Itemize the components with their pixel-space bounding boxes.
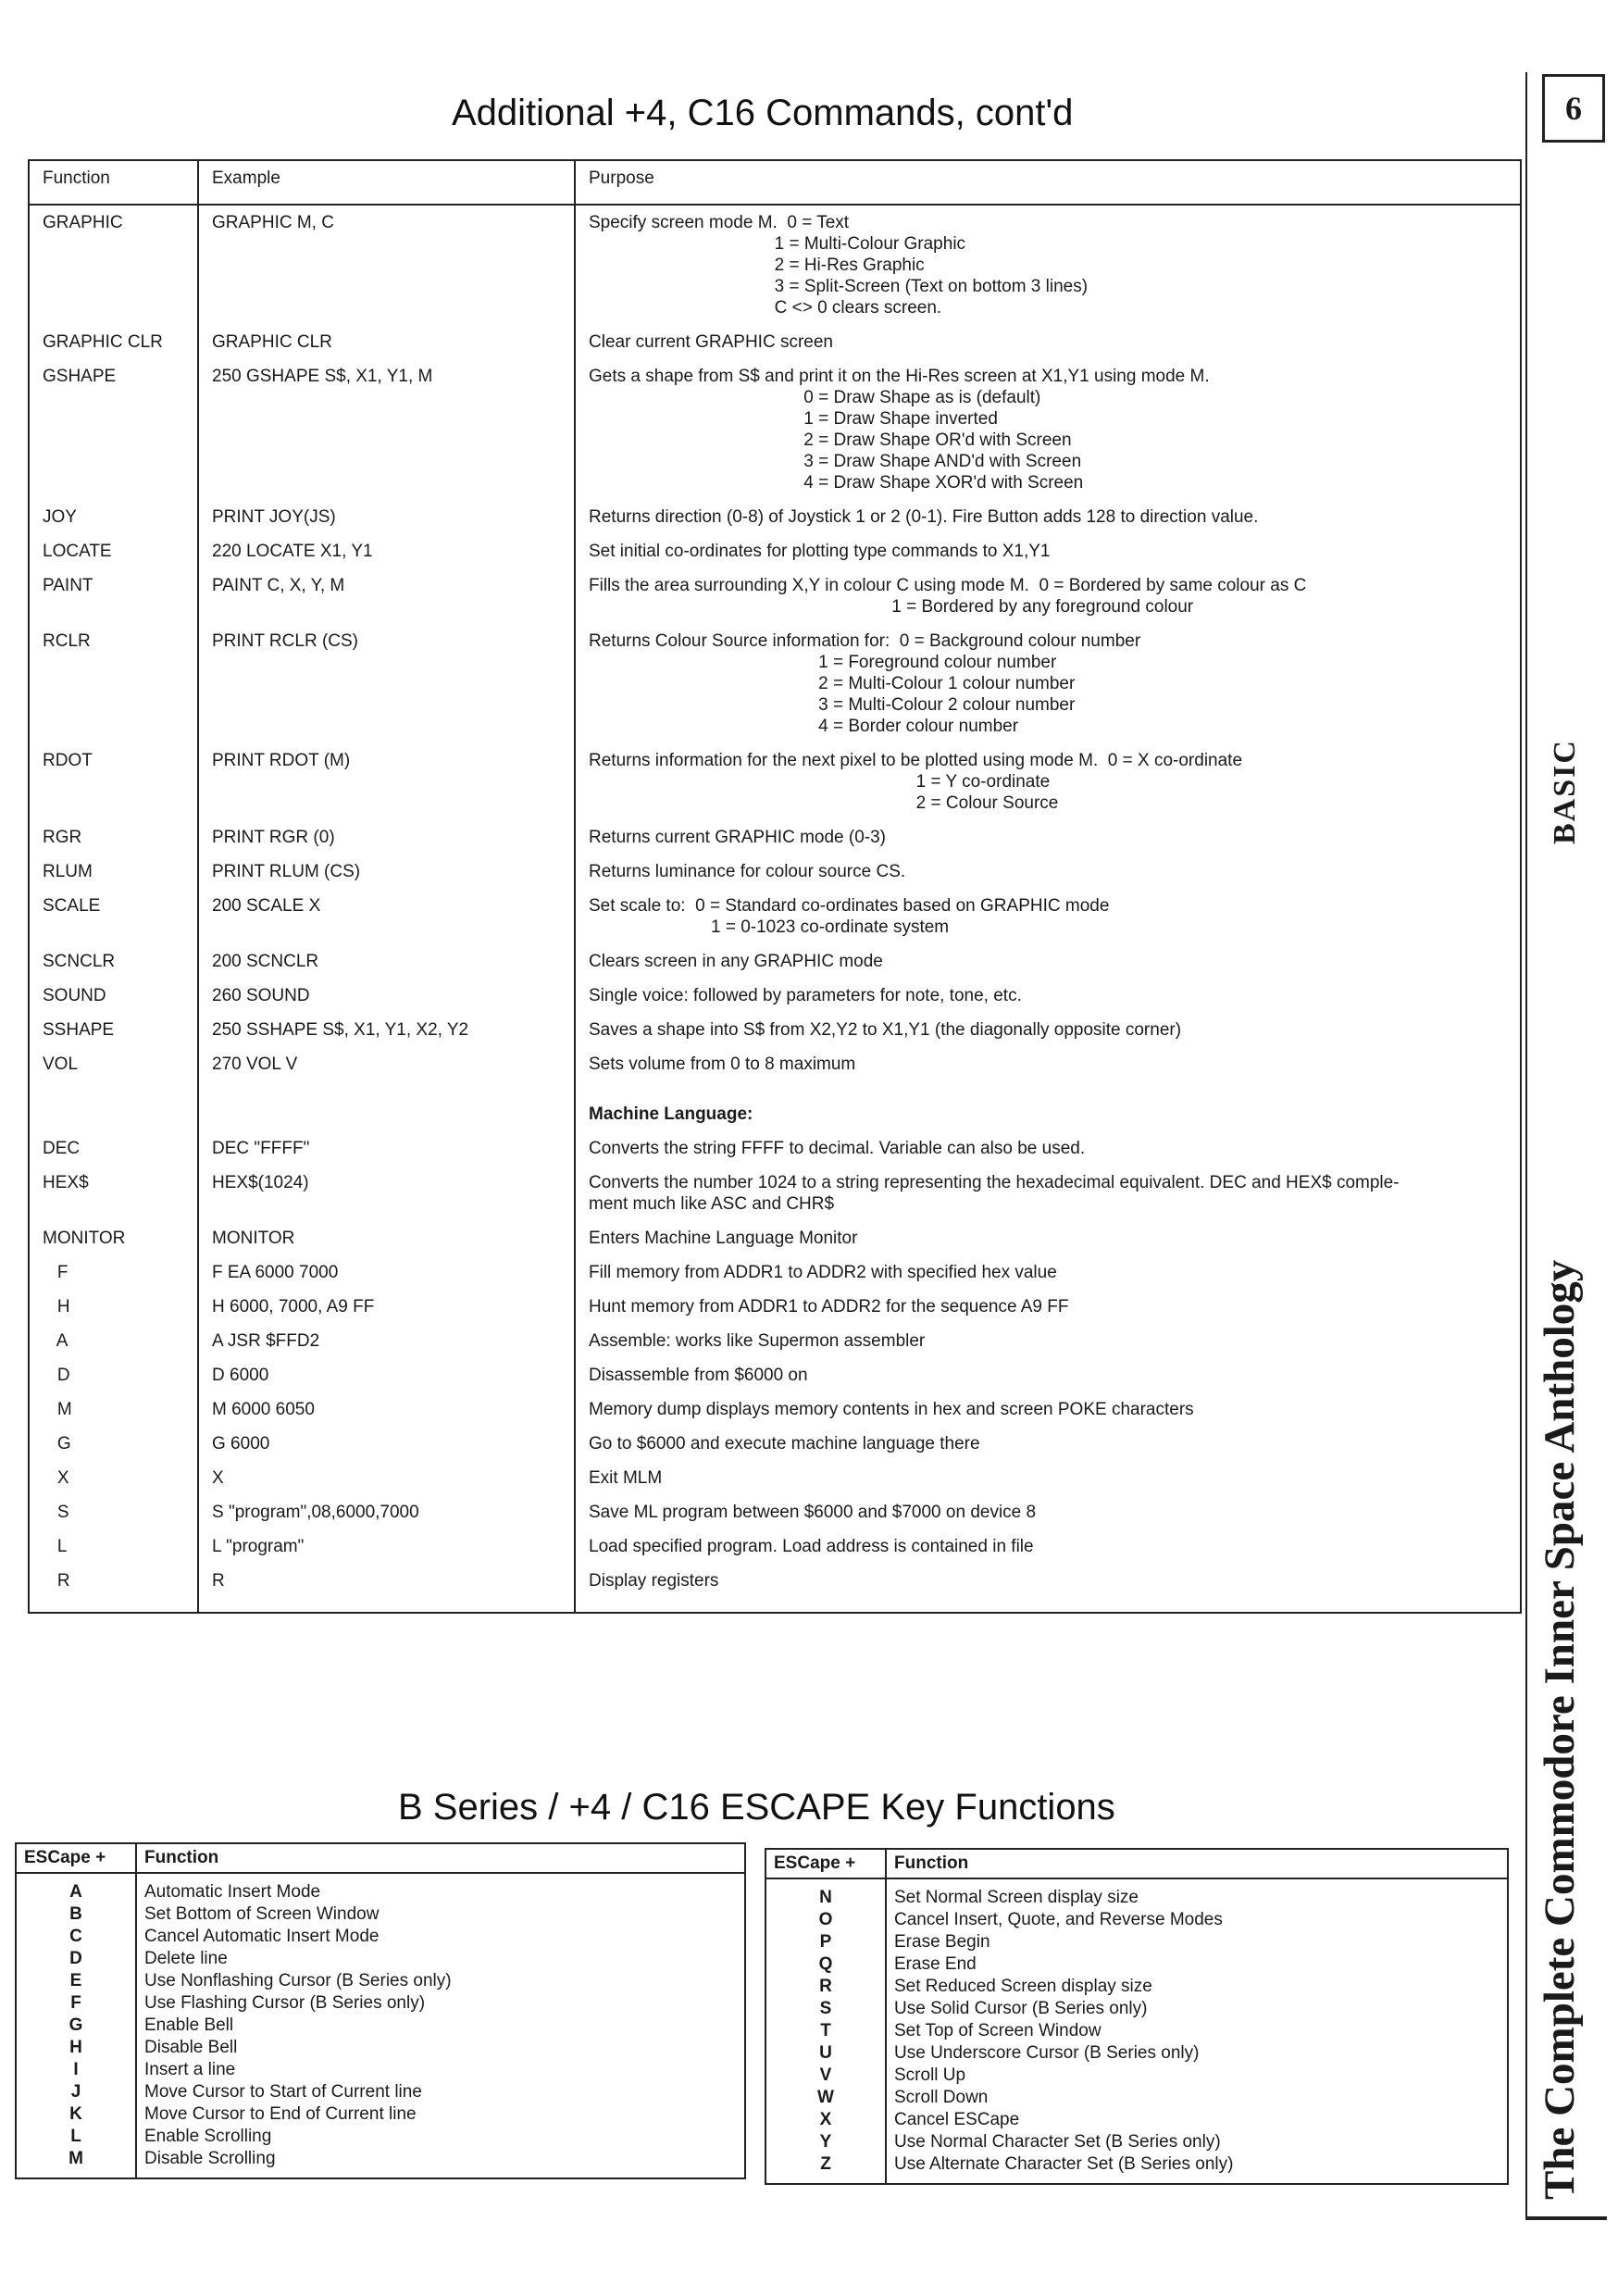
escape-key: I (16, 2059, 136, 2081)
escape-right-header-function: Function (886, 1849, 1508, 1878)
purpose-cell: Display registers (575, 1564, 1521, 1613)
function-cell: R (29, 1564, 198, 1613)
table-row (765, 2131, 1508, 2153)
purpose-cell: Set initial co-ordinates for plotting type commands to X1,Y1 (575, 534, 1521, 568)
table-row (29, 855, 1521, 889)
table-row (765, 2042, 1508, 2065)
command-table-header (29, 160, 1521, 205)
function-cell: GRAPHIC (29, 205, 198, 325)
command-table-body (29, 205, 1521, 1613)
escape-key: M (16, 2148, 136, 2178)
function-cell: GRAPHIC CLR (29, 325, 198, 359)
escape-key: S (765, 1998, 886, 2020)
table-row (29, 1081, 1521, 1131)
function-cell: H (29, 1290, 198, 1324)
table-row (765, 2087, 1508, 2109)
purpose-cell: Returns Colour Source information for: 0 = Background colour number 1 = Foreground colour number 2 = Multi-Colour 1 colour number 3 = Multi-Colour 2 colour number 4 = Border colour number (575, 624, 1521, 743)
purpose-cell: Assemble: works like Supermon assembler (575, 1324, 1521, 1358)
escape-function: Use Alternate Character Set (B Series only) (886, 2153, 1508, 2184)
table-row (29, 1255, 1521, 1290)
example-cell: S "program",08,6000,7000 (198, 1495, 575, 1529)
example-cell: X (198, 1461, 575, 1495)
table-row (29, 979, 1521, 1013)
function-cell: PAINT (29, 568, 198, 624)
purpose-cell: Clears screen in any GRAPHIC mode (575, 944, 1521, 979)
example-cell: PRINT RCLR (CS) (198, 624, 575, 743)
example-cell: L "program" (198, 1529, 575, 1564)
page-title: Additional +4, C16 Commands, cont'd (452, 93, 1074, 133)
table-row (29, 325, 1521, 359)
function-cell: D (29, 1358, 198, 1392)
purpose-cell: Save ML program between $6000 and $7000 on device 8 (575, 1495, 1521, 1529)
function-cell: DEC (29, 1131, 198, 1166)
purpose-cell: Go to $6000 and execute machine language there (575, 1427, 1521, 1461)
purpose-cell: Exit MLM (575, 1461, 1521, 1495)
table-row (16, 2103, 745, 2126)
escape-key: R (765, 1976, 886, 1998)
function-cell: LOCATE (29, 534, 198, 568)
escape-key: Y (765, 2131, 886, 2153)
escape-function: Set Normal Screen display size (886, 1878, 1508, 1909)
escape-key: F (16, 1992, 136, 2015)
purpose-cell: Disassemble from $6000 on (575, 1358, 1521, 1392)
escape-function: Automatic Insert Mode (136, 1873, 745, 1903)
section-heading: Machine Language: (575, 1081, 1521, 1131)
escape-key: U (765, 2042, 886, 2065)
table-row (29, 1047, 1521, 1081)
escape-function: Use Nonflashing Cursor (B Series only) (136, 1970, 745, 1992)
table-row (29, 624, 1521, 743)
escape-key: P (765, 1931, 886, 1953)
chapter-number: 6 (1542, 74, 1605, 143)
purpose-cell: Gets a shape from S$ and print it on the Hi-Res screen at X1,Y1 using mode M. 0 = Draw Shape as is (default) 1 = Draw Shape inverted 2 = Draw Shape OR'd with Screen 3 = Draw Shape AND'd with Screen 4 = Draw Shape XOR'd with Screen (575, 359, 1521, 500)
escape-function: Scroll Down (886, 2087, 1508, 2109)
escape-key: V (765, 2065, 886, 2087)
escape-function: Use Normal Character Set (B Series only) (886, 2131, 1508, 2153)
example-cell: G 6000 (198, 1427, 575, 1461)
escape-function: Move Cursor to End of Current line (136, 2103, 745, 2126)
purpose-cell: Single voice: followed by parameters for note, tone, etc. (575, 979, 1521, 1013)
function-cell: RLUM (29, 855, 198, 889)
function-cell: HEX$ (29, 1166, 198, 1221)
example-cell: PRINT RGR (0) (198, 820, 575, 855)
purpose-cell: Set scale to: 0 = Standard co-ordinates based on GRAPHIC mode 1 = 0-1023 co-ordinate system (575, 889, 1521, 944)
command-table (28, 159, 1522, 1614)
escape-table-right (765, 1848, 1509, 2185)
example-cell: H 6000, 7000, A9 FF (198, 1290, 575, 1324)
escape-function: Cancel ESCape (886, 2109, 1508, 2131)
table-row (765, 2153, 1508, 2184)
escape-table-left (15, 1842, 746, 2179)
example-cell: 200 SCNCLR (198, 944, 575, 979)
escape-function: Use Flashing Cursor (B Series only) (136, 1992, 745, 2015)
purpose-cell: Fill memory from ADDR1 to ADDR2 with specified hex value (575, 1255, 1521, 1290)
book-title: The Complete Commodore Inner Space Anthology (1536, 1259, 1584, 2200)
table-row (16, 2059, 745, 2081)
escape-function: Delete line (136, 1948, 745, 1970)
function-cell: L (29, 1529, 198, 1564)
example-cell: PRINT RDOT (M) (198, 743, 575, 820)
escape-right-body (765, 1878, 1508, 2184)
escape-key: H (16, 2037, 136, 2059)
escape-key: E (16, 1970, 136, 1992)
escape-function: Enable Bell (136, 2015, 745, 2037)
escape-key: L (16, 2126, 136, 2148)
table-row (29, 534, 1521, 568)
example-cell: PRINT RLUM (CS) (198, 855, 575, 889)
table-row (29, 1564, 1521, 1613)
table-row (765, 1953, 1508, 1976)
escape-left-header-key: ESCape + (16, 1843, 136, 1873)
purpose-cell: Returns luminance for colour source CS. (575, 855, 1521, 889)
table-row (29, 1495, 1521, 1529)
table-row (16, 2081, 745, 2103)
escape-function: Cancel Insert, Quote, and Reverse Modes (886, 1909, 1508, 1931)
table-row (16, 1903, 745, 1926)
escape-key: A (16, 1873, 136, 1903)
example-cell: M 6000 6050 (198, 1392, 575, 1427)
table-row (29, 1392, 1521, 1427)
escape-function: Erase Begin (886, 1931, 1508, 1953)
escape-key: N (765, 1878, 886, 1909)
table-row (29, 1290, 1521, 1324)
example-cell: 220 LOCATE X1, Y1 (198, 534, 575, 568)
function-cell: RCLR (29, 624, 198, 743)
section-label: BASIC (1548, 739, 1582, 844)
example-cell: DEC "FFFF" (198, 1131, 575, 1166)
table-row (16, 1948, 745, 1970)
escape-function: Set Bottom of Screen Window (136, 1903, 745, 1926)
escape-key: Q (765, 1953, 886, 1976)
purpose-cell: Returns current GRAPHIC mode (0-3) (575, 820, 1521, 855)
header-function: Function (29, 160, 198, 205)
example-cell: A JSR $FFD2 (198, 1324, 575, 1358)
table-row (16, 2015, 745, 2037)
table-row (29, 568, 1521, 624)
example-cell: 270 VOL V (198, 1047, 575, 1081)
purpose-cell: Load specified program. Load address is contained in file (575, 1529, 1521, 1564)
table-row (16, 2148, 745, 2178)
function-cell: GSHAPE (29, 359, 198, 500)
table-row (16, 1873, 745, 1903)
purpose-cell: Returns direction (0-8) of Joystick 1 or 2 (0-1). Fire Button adds 128 to direction value. (575, 500, 1521, 534)
escape-function: Insert a line (136, 2059, 745, 2081)
escape-title: B Series / +4 / C16 ESCAPE Key Functions (398, 1787, 1115, 1828)
escape-key: G (16, 2015, 136, 2037)
escape-function: Cancel Automatic Insert Mode (136, 1926, 745, 1948)
table-row (765, 2065, 1508, 2087)
function-cell: SSHAPE (29, 1013, 198, 1047)
escape-key: X (765, 2109, 886, 2131)
function-cell: A (29, 1324, 198, 1358)
escape-left-header (16, 1843, 745, 1873)
example-cell: GRAPHIC CLR (198, 325, 575, 359)
escape-key: B (16, 1903, 136, 1926)
escape-key: T (765, 2020, 886, 2042)
example-cell: GRAPHIC M, C (198, 205, 575, 325)
escape-left-body (16, 1873, 745, 2178)
function-cell: SCNCLR (29, 944, 198, 979)
table-row (765, 2109, 1508, 2131)
purpose-cell: Hunt memory from ADDR1 to ADDR2 for the sequence A9 FF (575, 1290, 1521, 1324)
example-cell: 250 SSHAPE S$, X1, Y1, X2, Y2 (198, 1013, 575, 1047)
purpose-cell: Converts the string FFFF to decimal. Variable can also be used. (575, 1131, 1521, 1166)
escape-function: Set Top of Screen Window (886, 2020, 1508, 2042)
table-row (29, 500, 1521, 534)
purpose-cell: Saves a shape into S$ from X2,Y2 to X1,Y1 (the diagonally opposite corner) (575, 1013, 1521, 1047)
table-row (29, 1324, 1521, 1358)
purpose-cell: Memory dump displays memory contents in hex and screen POKE characters (575, 1392, 1521, 1427)
escape-key: Z (765, 2153, 886, 2184)
escape-function: Scroll Up (886, 2065, 1508, 2087)
function-cell: RGR (29, 820, 198, 855)
table-row (16, 2037, 745, 2059)
function-cell (29, 1081, 198, 1131)
escape-key: K (16, 2103, 136, 2126)
example-cell: F EA 6000 7000 (198, 1255, 575, 1290)
table-row (29, 944, 1521, 979)
escape-function: Set Reduced Screen display size (886, 1976, 1508, 1998)
header-purpose: Purpose (575, 160, 1521, 205)
example-cell: MONITOR (198, 1221, 575, 1255)
escape-left-header-function: Function (136, 1843, 745, 1873)
escape-function: Enable Scrolling (136, 2126, 745, 2148)
table-row (29, 205, 1521, 325)
table-row (29, 1131, 1521, 1166)
table-row (765, 1909, 1508, 1931)
table-row (765, 1931, 1508, 1953)
function-cell: M (29, 1392, 198, 1427)
header-example: Example (198, 160, 575, 205)
purpose-cell: Fills the area surrounding X,Y in colour C using mode M. 0 = Bordered by same colour as C 1 = Bordered by any foreground colour (575, 568, 1521, 624)
purpose-cell: Enters Machine Language Monitor (575, 1221, 1521, 1255)
table-row (16, 2126, 745, 2148)
purpose-cell: Clear current GRAPHIC screen (575, 325, 1521, 359)
function-cell: MONITOR (29, 1221, 198, 1255)
function-cell: SCALE (29, 889, 198, 944)
function-cell: SOUND (29, 979, 198, 1013)
escape-function: Disable Scrolling (136, 2148, 745, 2178)
table-row (765, 1878, 1508, 1909)
table-row (16, 1926, 745, 1948)
table-row (16, 1970, 745, 1992)
table-row (29, 1358, 1521, 1392)
function-cell: G (29, 1427, 198, 1461)
purpose-cell: Converts the number 1024 to a string representing the hexadecimal equivalent. DEC and HEX$ comple- ment much like ASC and CHR$ (575, 1166, 1521, 1221)
purpose-cell: Returns information for the next pixel to be plotted using mode M. 0 = X co-ordinate 1 = Y co-ordinate 2 = Colour Source (575, 743, 1521, 820)
example-cell: PAINT C, X, Y, M (198, 568, 575, 624)
table-row (765, 1976, 1508, 1998)
function-cell: RDOT (29, 743, 198, 820)
example-cell (198, 1081, 575, 1131)
escape-function: Disable Bell (136, 2037, 745, 2059)
function-cell: X (29, 1461, 198, 1495)
table-row (29, 1461, 1521, 1495)
example-cell: 250 GSHAPE S$, X1, Y1, M (198, 359, 575, 500)
table-row (29, 1221, 1521, 1255)
escape-function: Move Cursor to Start of Current line (136, 2081, 745, 2103)
example-cell: 260 SOUND (198, 979, 575, 1013)
table-row (29, 1529, 1521, 1564)
table-row (29, 889, 1521, 944)
escape-function: Use Underscore Cursor (B Series only) (886, 2042, 1508, 2065)
example-cell: HEX$(1024) (198, 1166, 575, 1221)
table-row (29, 743, 1521, 820)
purpose-cell: Specify screen mode M. 0 = Text 1 = Multi-Colour Graphic 2 = Hi-Res Graphic 3 = Split-Screen (Text on bottom 3 lines) C <> 0 clears screen. (575, 205, 1521, 325)
table-row (765, 2020, 1508, 2042)
function-cell: VOL (29, 1047, 198, 1081)
function-cell: JOY (29, 500, 198, 534)
escape-key: J (16, 2081, 136, 2103)
escape-function: Use Solid Cursor (B Series only) (886, 1998, 1508, 2020)
example-cell: PRINT JOY(JS) (198, 500, 575, 534)
table-row (29, 1013, 1521, 1047)
example-cell: 200 SCALE X (198, 889, 575, 944)
table-row (765, 1998, 1508, 2020)
example-cell: D 6000 (198, 1358, 575, 1392)
side-bottom-rule (1525, 2216, 1607, 2220)
escape-function: Erase End (886, 1953, 1508, 1976)
escape-key: C (16, 1926, 136, 1948)
function-cell: F (29, 1255, 198, 1290)
escape-right-header (765, 1849, 1508, 1878)
table-row (29, 1166, 1521, 1221)
table-row (16, 1992, 745, 2015)
escape-key: W (765, 2087, 886, 2109)
escape-right-header-key: ESCape + (765, 1849, 886, 1878)
escape-key: O (765, 1909, 886, 1931)
function-cell: S (29, 1495, 198, 1529)
example-cell: R (198, 1564, 575, 1613)
side-divider (1525, 72, 1527, 2216)
table-row (29, 1427, 1521, 1461)
purpose-cell: Sets volume from 0 to 8 maximum (575, 1047, 1521, 1081)
table-row (29, 820, 1521, 855)
table-row (29, 359, 1521, 500)
escape-key: D (16, 1948, 136, 1970)
